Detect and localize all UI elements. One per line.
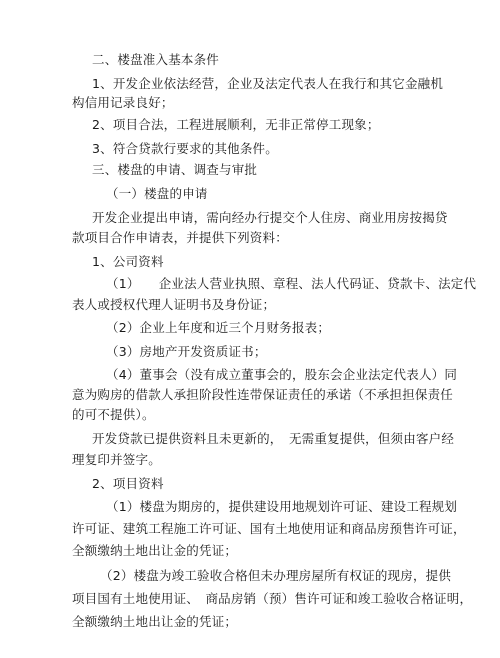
company-item-4-line-1: （4）董事会（没有成立董事会的，股东会企业法定代表人）同 bbox=[106, 367, 458, 382]
company-item-4-line-3: 的可不提供）。 bbox=[72, 407, 155, 422]
company-item-1-line-1: （1） 企业法人营业执照、章程、法人代码证、贷款卡、法定代 bbox=[106, 276, 477, 291]
company-docs-heading: 1、公司资料 bbox=[92, 254, 164, 269]
condition-1-line-2: 构信用记录良好； bbox=[72, 95, 174, 110]
project-item-1-line-2: 许可证、建筑工程施工许可证、国有土地使用证和商品房预售许可证， bbox=[72, 521, 466, 536]
note-para-line-1: 开发贷款已提供资料且未更新的， 无需重复提供，但须由客户经 bbox=[92, 431, 455, 446]
condition-1-line-1: 1、开发企业依法经营，企业及法定代表人在我行和其它金融机 bbox=[92, 76, 444, 91]
condition-3: 3、符合贷款行要求的其他条件。 bbox=[92, 141, 278, 156]
project-docs-heading: 2、项目资料 bbox=[92, 476, 164, 491]
application-para-line-2: 款项目合作申请表，并提供下列资料： bbox=[72, 230, 288, 245]
company-item-1-line-2: 表人或授权代理人证明书及身份证； bbox=[72, 297, 276, 312]
project-item-2-line-2: 项目国有土地使用证、 商品房销（预）售许可证和竣工验收合格证明， bbox=[72, 591, 473, 606]
project-item-2-line-3: 全额缴纳土地出让金的凭证； bbox=[72, 614, 238, 629]
section-heading-2: 二、楼盘准入基本条件 bbox=[92, 52, 220, 67]
company-item-4-line-2: 意为购房的借款人承担阶段性连带保证责任的承诺（不承担担保责任 bbox=[72, 387, 454, 402]
condition-2: 2、项目合法，工程进展顺利，无非正常停工现象； bbox=[92, 117, 380, 132]
project-item-2-line-1: （2）楼盘为竣工验收合格但未办理房屋所有权证的现房，提供 bbox=[100, 568, 452, 583]
project-item-1-line-3: 全额缴纳土地出让金的凭证； bbox=[72, 543, 238, 558]
subsection-heading-1: （一）楼盘的申请 bbox=[106, 186, 208, 201]
section-heading-3: 三、楼盘的申请、调查与审批 bbox=[92, 162, 258, 177]
company-item-3: （3）房地产开发资质证书； bbox=[106, 344, 267, 359]
application-para-line-1: 开发企业提出申请，需向经办行提交个人住房、商业用房按揭贷 bbox=[92, 210, 448, 225]
project-item-1-line-1: （1）楼盘为期房的，提供建设用地规划许可证、建设工程规划 bbox=[106, 499, 458, 514]
company-item-2: （2）企业上年度和近三个月财务报表； bbox=[106, 320, 331, 335]
note-para-line-2: 理复印并签字。 bbox=[72, 452, 161, 467]
